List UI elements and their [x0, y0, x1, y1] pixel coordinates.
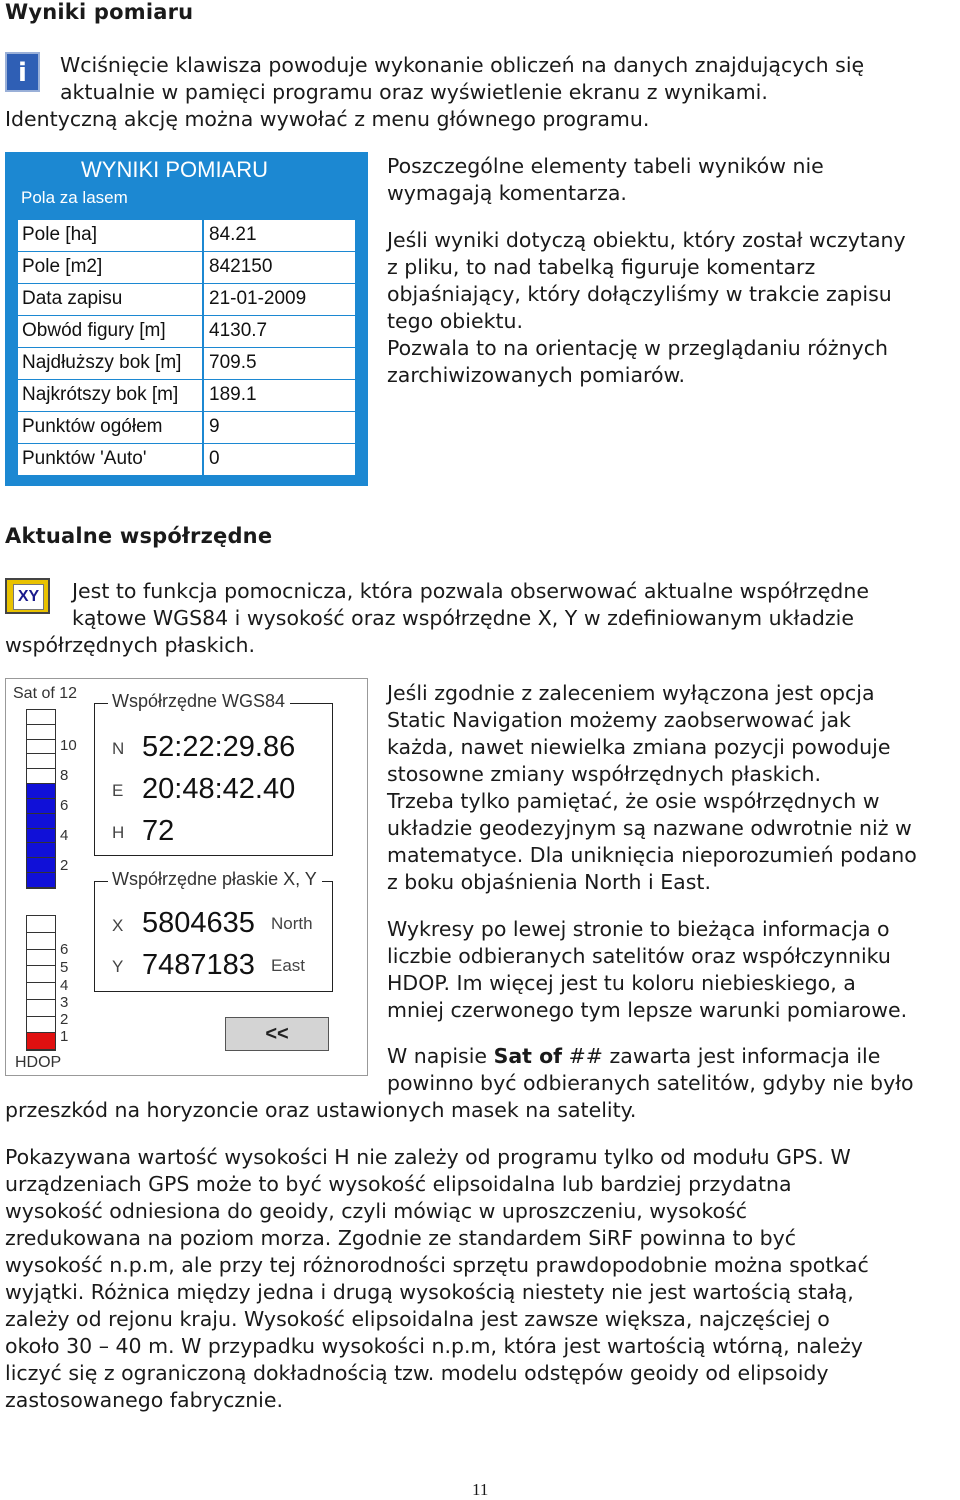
text-line: powinno być odbieranych satelitów, gdyby nie było	[387, 1071, 914, 1095]
coordinates-intro	[72, 578, 869, 632]
results-row	[18, 348, 355, 380]
satellite-segment	[27, 873, 55, 888]
hdop-segment	[27, 1033, 55, 1050]
results-row-label: Punktów ogółem	[22, 416, 163, 437]
results-row-value: 4130.7	[209, 320, 268, 341]
text-span: ## zawarta jest informacja ile	[562, 1044, 881, 1068]
text-line: tego obiektu.	[387, 309, 524, 333]
results-screenshot	[5, 152, 368, 486]
page-number: 11	[472, 1480, 489, 1499]
satellite-segment	[27, 829, 55, 844]
text-line: zastosowanego fabrycznie.	[5, 1388, 284, 1412]
results-row-value: 21-01-2009	[209, 288, 307, 309]
text-line: Poszczególne elementy tabeli wyników nie	[387, 154, 824, 178]
text-line: wymagają komentarza.	[387, 181, 627, 205]
results-screenshot-title: WYNIKI POMIARU	[81, 157, 269, 182]
text-line: Jeśli zgodnie z zaleceniem wyłączona jest opcja	[387, 681, 875, 705]
hdop-tick: 6	[60, 941, 69, 958]
text-span: W napisie	[387, 1044, 494, 1068]
hdop-segment	[27, 966, 55, 983]
results-row-label: Pole [m2]	[22, 256, 103, 277]
results-intro-line: Wciśnięcie klawisza powoduje wykonanie obliczeń na danych znajdujących się	[60, 53, 865, 77]
results-row-label: Data zapisu	[22, 288, 123, 309]
hdop-tick: 4	[60, 977, 69, 994]
satellite-segment	[27, 710, 55, 725]
hdop-segment	[27, 1017, 55, 1034]
hdop-label: HDOP	[15, 1054, 62, 1071]
text-line: wysokość odniesiona do geoidy, czyli mówiąc w uproszczeniu, wysokość	[5, 1199, 747, 1223]
y-label: Y	[112, 957, 124, 976]
results-row	[18, 444, 355, 476]
text-line: kątowe WGS84 i wysokość oraz współrzędne X, Y w zdefiniowanym układzie	[72, 606, 854, 630]
sat-tick: 8	[60, 767, 69, 784]
satellite-segment	[27, 769, 55, 784]
text-line: Trzeba tylko pamiętać, że osie współrzędnych w	[387, 789, 880, 813]
text-line: wyjątki. Różnica między jedna i drugą wysokością niestety nie jest wartością stałą,	[5, 1280, 854, 1304]
results-intro-line: aktualnie w pamięci programu oraz wyświetlenie ekranu z wynikami.	[60, 80, 768, 104]
hdop-segment	[27, 983, 55, 1000]
sat-tick: 4	[60, 827, 69, 844]
satellite-segment	[27, 754, 55, 769]
results-screenshot-subtitle: Pola za lasem	[21, 188, 128, 207]
text-line: współrzędnych płaskich.	[5, 633, 255, 657]
y-value: 7487183	[142, 949, 255, 981]
text-line: liczbie odbieranych satelitów oraz współczynniku	[387, 944, 891, 968]
results-row-label: Obwód figury [m]	[22, 320, 166, 341]
text-line: zredukowana na poziom morza. Zgodnie ze standardem SiRF powinna to być	[5, 1226, 797, 1250]
e-label: E	[112, 781, 124, 800]
results-row-value: 84.21	[209, 224, 257, 245]
results-row	[18, 316, 355, 348]
results-table	[18, 220, 355, 476]
height-paragraph	[5, 1144, 869, 1414]
satellite-segment	[27, 843, 55, 858]
satellite-segment	[27, 799, 55, 814]
east-note: East	[271, 956, 306, 975]
hdop-bar	[26, 915, 56, 1051]
flat-coords-title: Współrzędne płaskie X, Y	[112, 869, 317, 889]
hdop-segment	[27, 950, 55, 967]
text-line: Wykresy po lewej stronie to bieżąca informacja o	[387, 917, 890, 941]
longitude-value: 20:48:42.40	[142, 773, 296, 805]
satellite-segment	[27, 814, 55, 829]
results-row-label: Najdłuższy bok [m]	[22, 352, 182, 373]
text-line: zarchiwizowanych pomiarów.	[387, 363, 685, 387]
results-row	[18, 380, 355, 412]
results-row	[18, 412, 355, 444]
results-paragraph-2	[387, 227, 906, 389]
results-row-value: 842150	[209, 256, 273, 277]
satellite-segment	[27, 858, 55, 873]
info-icon: i	[5, 52, 40, 92]
xy-icon	[5, 578, 50, 614]
text-line: każda, nawet niewielka zmiana pozycji powoduje	[387, 735, 891, 759]
hdop-tick: 3	[60, 994, 69, 1011]
xy-icon-label: XY	[13, 584, 44, 610]
text-line: urządzeniach GPS może to być wysokość elipsoidalna lub bardziej przydatna	[5, 1172, 792, 1196]
hdop-segment	[27, 1000, 55, 1017]
results-row-label: Pole [ha]	[22, 224, 97, 245]
back-button[interactable]: <<	[225, 1017, 329, 1051]
x-value: 5804635	[142, 907, 255, 939]
sat-tick: 10	[60, 737, 77, 754]
text-line: Pokazywana wartość wysokości H nie zależy od programu tylko od modułu GPS. W	[5, 1145, 851, 1169]
results-row	[18, 220, 355, 252]
section-title-coordinates: Aktualne współrzędne	[5, 524, 273, 548]
results-row-label: Punktów 'Auto'	[22, 448, 147, 469]
latitude-value: 52:22:29.86	[142, 731, 296, 763]
text-line: około 30 – 40 m. W przypadku wysokości n.p.m, która jest wartością wtórną, należy	[5, 1334, 863, 1358]
wgs84-title: Współrzędne WGS84	[112, 691, 286, 711]
sat-tick: 6	[60, 797, 69, 814]
hdop-tick: 5	[60, 959, 69, 976]
results-intro-line: Identyczną akcję można wywołać z menu głównego programu.	[5, 107, 650, 131]
text-line: objaśniający, który dołączyliśmy w trakcie zapisu	[387, 282, 892, 306]
text-line: matematyce. Dla uniknięcia nieporozumień podano	[387, 843, 917, 867]
text-line	[387, 1043, 914, 1070]
coordinates-intro-cont	[5, 632, 255, 659]
text-line: HDOP. Im więcej jest tu koloru niebieskiego, a	[387, 971, 856, 995]
satellite-segment	[27, 740, 55, 755]
hdop-segment	[27, 916, 55, 933]
results-row-value: 9	[209, 416, 220, 437]
hdop-tick: 2	[60, 1011, 69, 1028]
text-line: z pliku, to nad tabelką figuruje komentarz	[387, 255, 816, 279]
results-row-value: 709.5	[209, 352, 257, 373]
text-line: z boku objaśnienia North i East.	[387, 870, 711, 894]
text-line: układzie geodezyjnym są nazwane odwrotnie niż w	[387, 816, 912, 840]
results-paragraph-1	[387, 153, 824, 207]
north-note: North	[271, 914, 313, 933]
text-line: wysokość n.p.m, ale przy tej różnorodności sprzętu prawdopodobnie można spotkać	[5, 1253, 869, 1277]
bold-term: Sat of	[493, 1044, 563, 1068]
coordinates-paragraph-3	[387, 1043, 914, 1097]
text-line: zależy od rejonu kraju. Wysokość elipsoidalna jest zawsze większa, najczęściej o	[5, 1307, 830, 1331]
sat-of-label: Sat of 12	[13, 685, 78, 702]
text-line: Static Navigation możemy zaobserwować jak	[387, 708, 851, 732]
n-label: N	[112, 739, 125, 758]
text-line: przeszkód na horyzoncie oraz ustawionych masek na satelity.	[5, 1098, 637, 1122]
text-line: stosowne zmiany współrzędnych płaskich.	[387, 762, 821, 786]
satellite-segment	[27, 784, 55, 799]
hdop-tick: 1	[60, 1028, 69, 1045]
results-intro	[60, 52, 864, 106]
section-title-results: Wyniki pomiaru	[5, 0, 194, 24]
satellite-bar	[26, 709, 56, 889]
height-value: 72	[142, 815, 175, 847]
hdop-segment	[27, 933, 55, 950]
text-line: liczyć się z ograniczoną dokładnością tzw. modelu odstępów geoidy od elipsoidy	[5, 1361, 829, 1385]
results-row	[18, 252, 355, 284]
results-row	[18, 284, 355, 316]
results-row-value: 189.1	[209, 384, 257, 405]
text-line: mniej czerwonego tym lepsze warunki pomiarowe.	[387, 998, 908, 1022]
h-label: H	[112, 823, 125, 842]
results-row-value: 0	[209, 448, 220, 469]
coordinates-screenshot	[5, 678, 368, 1076]
results-row-label: Najkrótszy bok [m]	[22, 384, 179, 405]
sat-tick: 2	[60, 857, 69, 874]
results-intro-cont	[5, 106, 649, 133]
coordinates-paragraph-2	[387, 916, 907, 1024]
text-line: Jest to funkcja pomocnicza, która pozwala obserwować aktualne współrzędne	[72, 579, 869, 603]
coordinates-paragraph-1	[387, 680, 917, 896]
x-label: X	[112, 916, 124, 935]
text-line: Jeśli wyniki dotyczą obiektu, który został wczytany	[387, 228, 906, 252]
coordinates-paragraph-3-cont	[5, 1097, 636, 1124]
satellite-segment	[27, 725, 55, 740]
text-line: Pozwala to na orientację w przeglądaniu różnych	[387, 336, 888, 360]
